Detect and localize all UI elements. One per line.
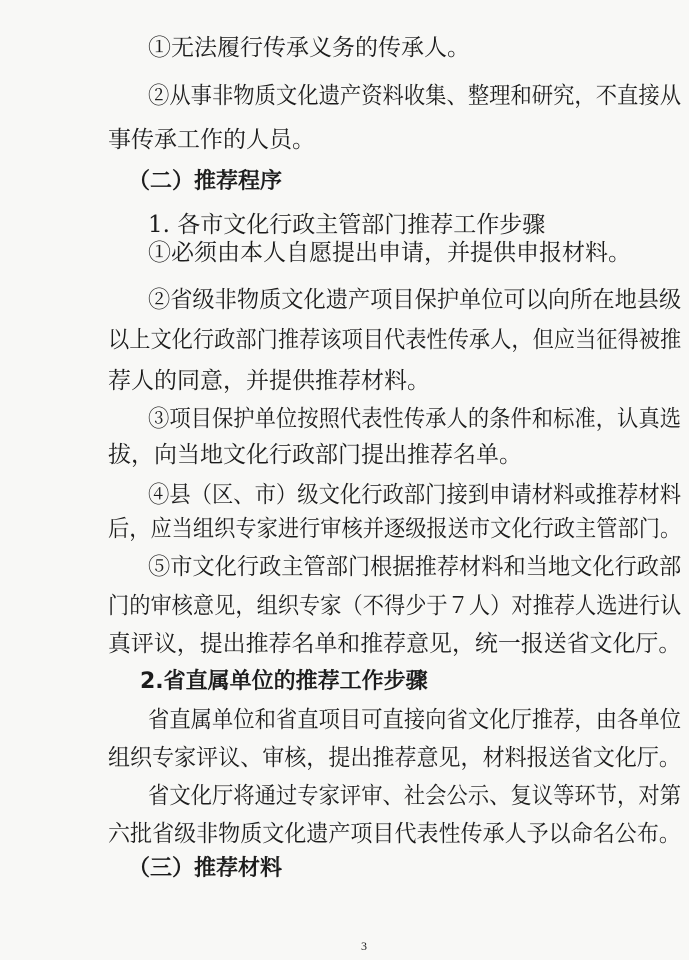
text-line-8: 以上文化行政部门推荐该项目代表性传承人，但应当征得被推	[108, 327, 682, 353]
text-line-6: ①必须由本人自愿提出申请，并提供申报材料。	[148, 240, 631, 266]
text-line-3: 事传承工作的人员。	[108, 127, 315, 153]
text-line-20: 省文化厅将通过专家评审、社会公示、复议等环节，对第	[148, 783, 682, 809]
text-line-18: 省直属单位和省直项目可直接向省文化厅推荐，由各单位	[148, 707, 682, 733]
text-line-12: ④县（区、市）级文化行政部门接到申请材料或推荐材料	[148, 482, 682, 508]
page-number: 3	[361, 939, 367, 953]
text-line-13: 后，应当组织专家进行审核并逐级报送市文化行政主管部门。	[108, 516, 682, 542]
section-heading-3: （三）推荐材料	[128, 856, 283, 881]
text-line-19: 组织专家评议、审核，提出推荐意见，材料报送省文化厅。	[108, 745, 681, 771]
text-line-11: 拔，向当地文化行政部门提出推荐名单。	[108, 442, 522, 468]
text-line-1: ①无法履行传承义务的传承人。	[148, 35, 470, 61]
text-line-7: ②省级非物质文化遗产项目保护单位可以向所在地县级	[148, 287, 682, 313]
text-line-9: 荐人的同意，并提供推荐材料。	[108, 368, 430, 394]
subheading-2: 2.省直属单位的推荐工作步骤	[140, 669, 428, 694]
text-line-16: 真评议，提出推荐名单和推荐意见，统一报送省文化厅。	[108, 631, 682, 657]
text-line-14: ⑤市文化行政主管部门根据推荐材料和当地文化行政部	[148, 554, 682, 580]
section-heading-2: （二）推荐程序	[128, 169, 283, 194]
subheading-1: 1. 各市文化行政主管部门推荐工作步骤	[148, 212, 546, 238]
text-line-15: 门的审核意见，组织专家（不得少于７人）对推荐人选进行认	[108, 593, 682, 619]
text-line-10: ③项目保护单位按照代表性传承人的条件和标准，认真选	[148, 406, 682, 432]
text-line-21: 六批省级非物质文化遗产项目代表性传承人予以命名公布。	[108, 821, 681, 847]
text-line-2: ②从事非物质文化遗产资料收集、整理和研究，不直接从	[148, 83, 682, 109]
